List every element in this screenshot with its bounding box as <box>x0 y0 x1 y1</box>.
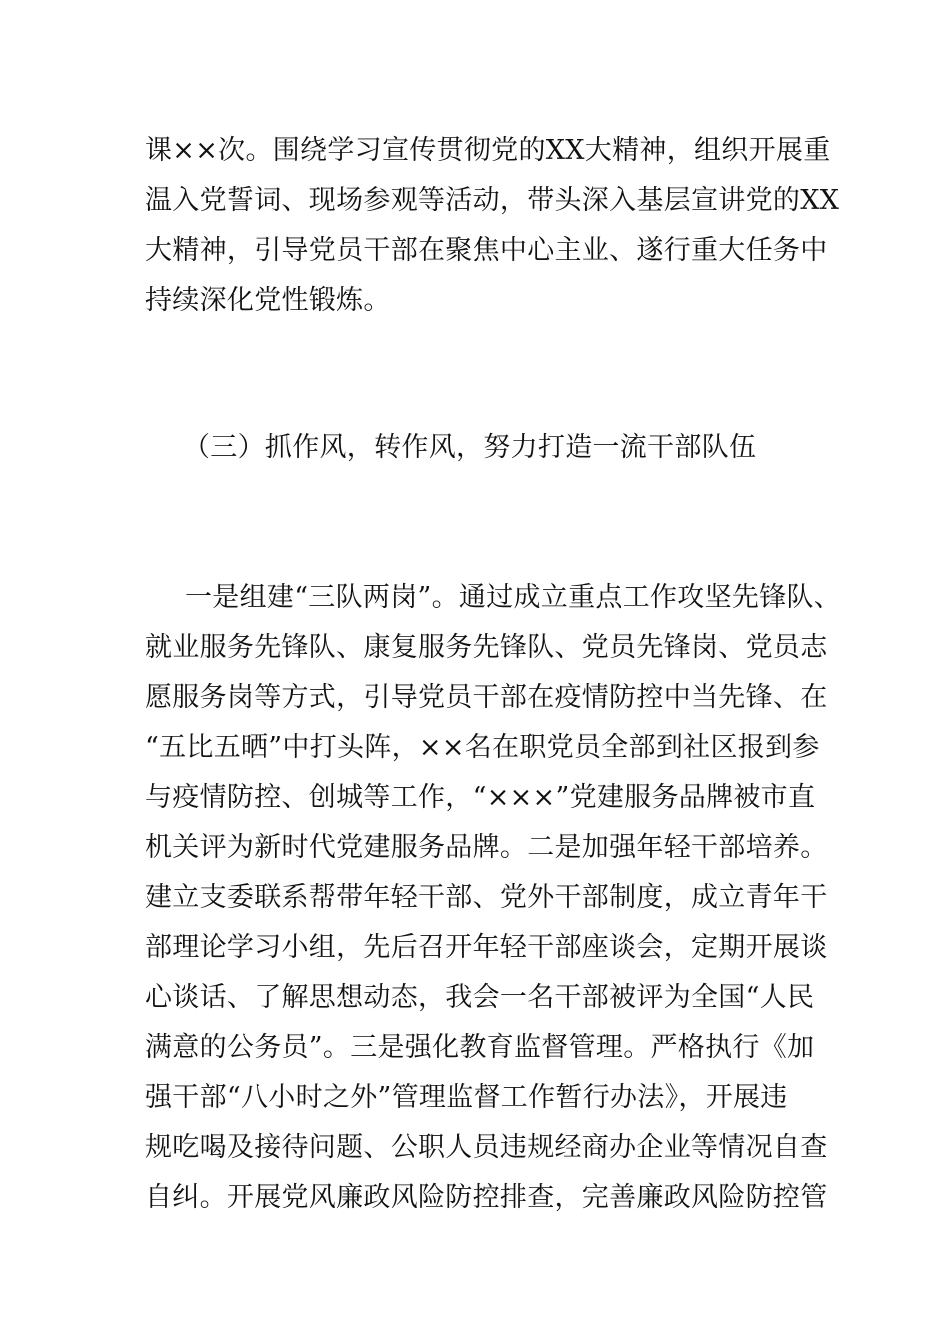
paragraph-2-line-12: 规吃喝及接待问题、公职人员违规经商办企业等情况自查 <box>145 1132 828 1163</box>
paragraph-2-line-2: 就业服务先锋队、康复服务先锋队、党员先锋岗、党员志 <box>145 632 828 663</box>
paragraph-2-line-11: 强干部“八小时之外”管理监督工作暂行办法》，开展违 <box>145 1082 788 1113</box>
paragraph-2-line-6: 机关评为新时代党建服务品牌。二是加强年轻干部培养。 <box>145 832 828 863</box>
paragraph-2-line-3: 愿服务岗等方式，引导党员干部在疫情防控中当先锋、在 <box>145 682 828 713</box>
paragraph-2-line-9: 心谈话、了解思想动态，我会一名干部被评为全国“人民 <box>145 982 815 1013</box>
paragraph-2-line-5: 与疫情防控、创城等工作，“×××”党建服务品牌被市直 <box>145 782 816 813</box>
paragraph-1-line-1: 课××次。围绕学习宣传贯彻党的XX大精神，组织开展重 <box>145 135 831 166</box>
paragraph-2-line-7: 建立支委联系帮带年轻干部、党外干部制度，成立青年干 <box>145 882 828 913</box>
paragraph-2-line-4: “五比五晒”中打头阵，××名在职党员全部到社区报到参 <box>145 732 820 763</box>
paragraph-2-line-1: 一是组建“三队两岗”。通过成立重点工作攻坚先锋队、 <box>185 582 842 613</box>
paragraph-2-line-8: 部理论学习小组，先后召开年轻干部座谈会，定期开展谈 <box>145 932 828 963</box>
paragraph-1-line-2: 温入党誓词、现场参观等活动，带头深入基层宣讲党的XX <box>145 185 840 216</box>
paragraph-2-line-10: 满意的公务员”。三是强化教育监督管理。严格执行《加 <box>145 1032 815 1063</box>
paragraph-2-line-13: 自纠。开展党风廉政风险防控排查，完善廉政风险防控管 <box>145 1182 828 1213</box>
paragraph-1-line-4: 持续深化党性锻炼。 <box>145 285 391 316</box>
paragraph-1-line-3: 大精神，引导党员干部在聚焦中心主业、遂行重大任务中 <box>145 235 828 266</box>
section-heading: （三）抓作风，转作风，努力打造一流干部队伍 <box>183 432 757 463</box>
